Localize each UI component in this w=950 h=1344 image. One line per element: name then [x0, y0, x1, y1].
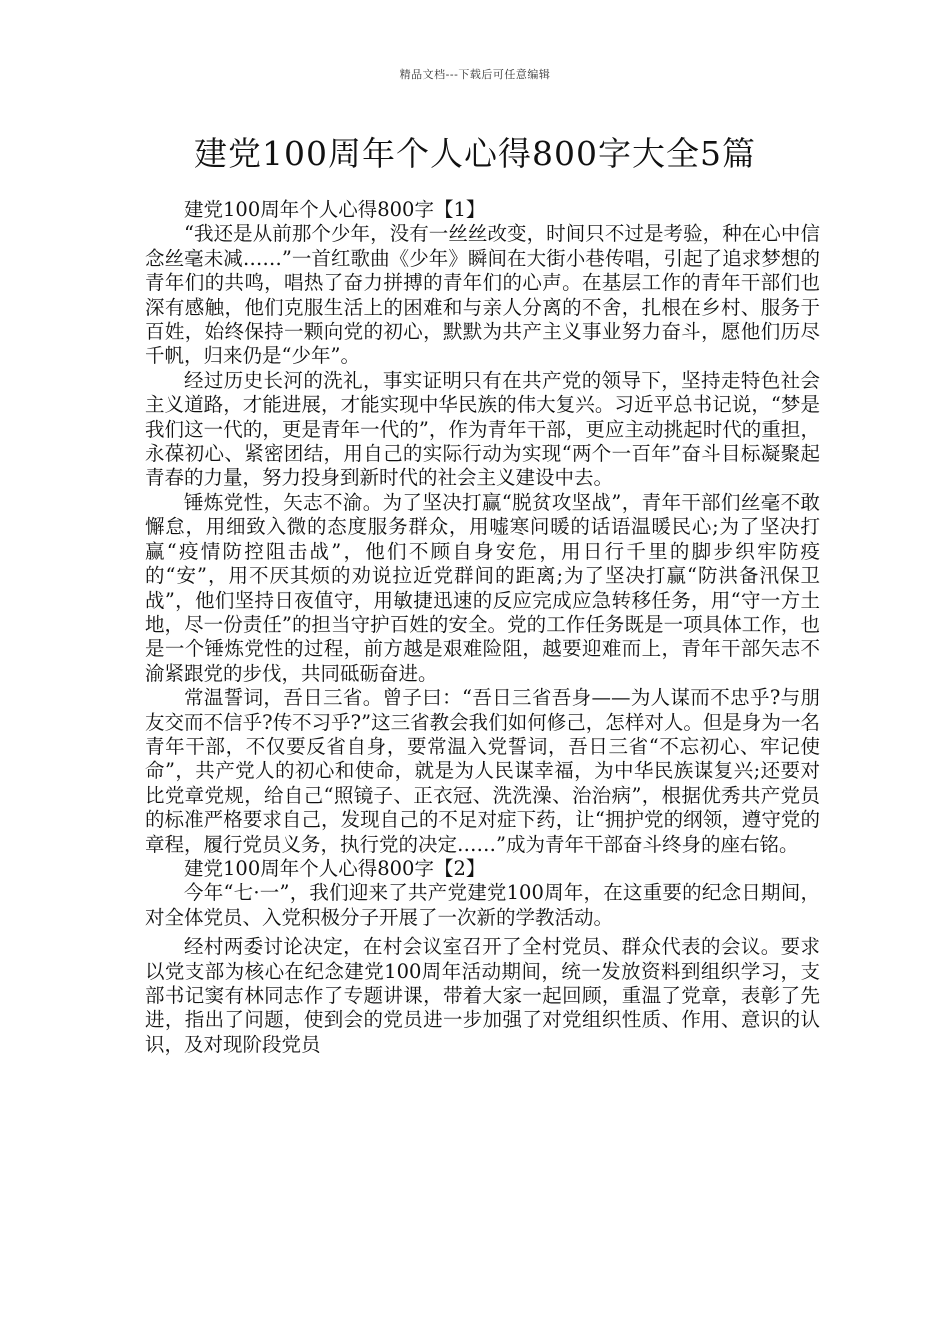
document-title: 建党100周年个人心得800字大全5篇 [194, 134, 756, 173]
document-body [145, 198, 820, 1057]
paragraph: 常温誓词，吾日三省。曾子曰：“吾日三省吾身——为人谋而不忠乎?与朋友交而不信乎?传不习乎?”这三省教会我们如何修己，怎样对人。但是身为一名青年干部，不仅要反省自身，要常温入党誓词，吾日三省“不忘初心、牢记使命”，共产党人的初心和使命，就是为人民谋幸福，为中华民族谋复兴;还要对比党章党规，给自己“照镜子、正衣冠、洗洗澡、治治病”，根据优秀共产党员的标准严格要求自己，发现自己的不足对症下药，让“拥护党的纲领，遵守党的章程，履行党员义务，执行党的决定……”成为青年干部奋斗终身的座右铭。 [145, 686, 820, 856]
paragraph: “我还是从前那个少年，没有一丝丝改变，时间只不过是考验，种在心中信念丝毫未减……”一首红歌曲《少年》瞬间在大街小巷传唱，引起了追求梦想的青年们的共鸣，唱热了奋力拼搏的青年们的心声。在基层工作的青年干部们也深有感触，他们克服生活上的困难和与亲人分离的不舍，扎根在乡村、服务于百姓，始终保持一颗向党的初心，默默为共产主义事业努力奋斗，愿他们历尽千帆，归来仍是“少年”。 [145, 222, 820, 368]
paragraph: 经过历史长河的洗礼，事实证明只有在共产党的领导下，坚持走特色社会主义道路，才能进展，才能实现中华民族的伟大复兴。习近平总书记说，“梦是我们这一代的，更是青年一代的”，作为青年干部，更应主动挑起时代的重担，永葆初心、紧密团结，用自己的实际行动为实现“两个一百年”奋斗目标凝聚起青春的力量，努力投身到新时代的社会主义建设中去。 [145, 368, 820, 490]
paragraph: 经村两委讨论决定，在村会议室召开了全村党员、群众代表的会议。要求以党支部为核心在纪念建党100周年活动期间，统一发放资料到组织学习，支部书记窦有林同志作了专题讲课，带着大家一起回顾，重温了党章，表彰了先进，指出了问题，使到会的党员进一步加强了对党组织性质、作用、意识的认识，及对现阶段党员 [145, 935, 820, 1056]
section-heading-1: 建党100周年个人心得800字【1】 [184, 198, 486, 221]
header-note: 精品文档---下载后可任意编辑 [399, 68, 551, 81]
section-heading-2: 建党100周年个人心得800字【2】 [184, 856, 486, 880]
paragraph: 锤炼党性，矢志不渝。为了坚决打赢“脱贫攻坚战”，青年干部们丝毫不敢懈怠，用细致入微的态度服务群众，用嘘寒问暖的话语温暖民心;为了坚决打赢“疫情防控阻击战”，他们不顾自身安危，用日行千里的脚步织牢防疫的“安”，用不厌其烦的劝说拉近党群间的距离;为了坚决打赢“防洪备汛保卫战”，他们坚持日夜值守，用敏捷迅速的反应完成应急转移任务，用“守一方土地，尽一份责任”的担当守护百姓的安全。党的工作任务既是一项具体工作，也是一个锤炼党性的过程，前方越是艰难险阻，越要迎难而上，青年干部矢志不渝紧跟党的步伐，共同砥砺奋进。 [145, 490, 820, 685]
paragraph: 今年“七·一”，我们迎来了共产党建党100周年，在这重要的纪念日期间，对全体党员、入党积极分子开展了一次新的学教活动。 [145, 881, 820, 929]
